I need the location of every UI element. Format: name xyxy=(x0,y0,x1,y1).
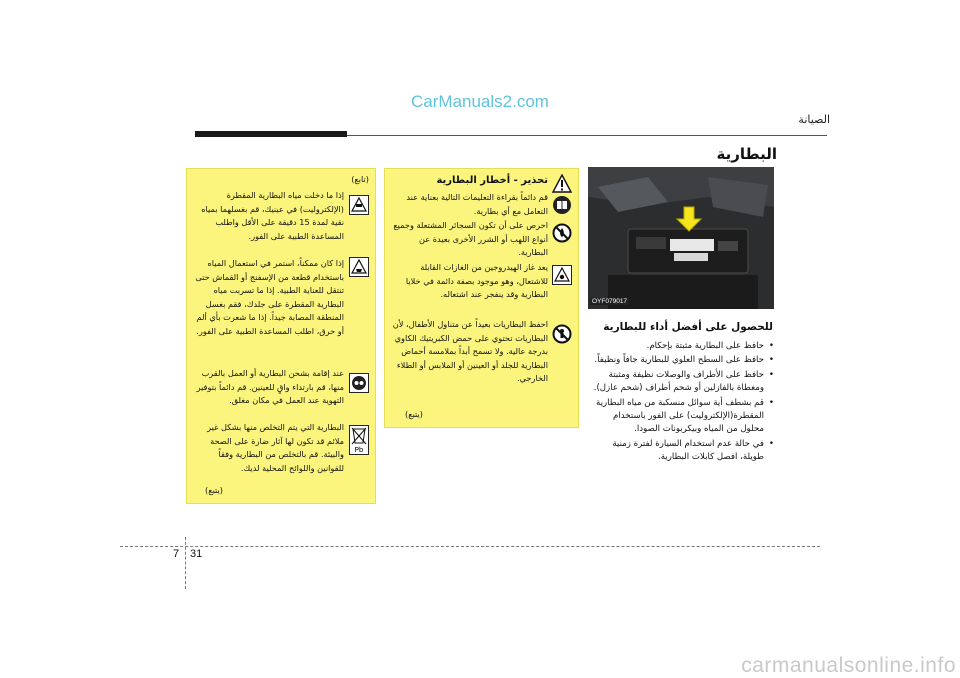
section-title: البطارية xyxy=(716,145,777,163)
eye-protection-icon xyxy=(349,195,369,215)
caution-paragraph-2: إذا كان ممكناً، استمر في استعمال المياه باستخدام قطعة من الإسفنج أو القماش حتى تنتقل للعناية الطبية. إذا ما تسربت مياه البطارية المقطرة على جلدك، فقم بغسل المنطقة المصابة جيداً. إذا ما شعرت بأي ألم أو حرق، اطلب المساعدة الطبية على الفور. xyxy=(195,258,344,336)
caution-paragraph-3: عند إقامة بشحن البطارية أو العمل بالقرب منها، قم بارتداء واقٍ للعينين. قم دائماً بتوفير التهوية عند العمل في مكان مغلق. xyxy=(196,368,344,406)
warning-paragraph-2: احرص على أن تكون السجائر المشتعلة وجميع أنواع اللهب أو الشرر الأخرى بعيدة عن البطارية. xyxy=(393,220,548,258)
watermark-top: CarManuals2.com xyxy=(411,92,549,111)
battery-disposal-icon xyxy=(349,425,369,455)
list-item: • حافظ على السطح العلوي للبطارية جافاً ونظيفاً. xyxy=(588,354,774,367)
acid-warning-icon xyxy=(349,257,369,277)
watermark-bottom: carmanualsonline.info xyxy=(741,654,956,677)
caution-continued-top: (تابع) xyxy=(351,174,369,184)
chapter-title: الصيانة xyxy=(798,113,830,126)
warning-paragraph-4: احفظ البطاريات بعيداً عن متناول الأطفال، لأن البطاريات تحتوي على حمض الكبريتيك الكاوي بدرجة عالية. ولا تسمح أبداً بملامسة أحماض البطارية للجلد أو العينين أو الملابس أو الطلاء الخارجي. xyxy=(392,319,548,384)
caution-box xyxy=(186,168,376,504)
list-item: • حافظ على الأطراف والوصلات نظيفة ومثبتة ومغطاة بالفازلين أو شحم أطراف (شحم عازل). xyxy=(593,369,774,394)
no-flame-icon xyxy=(552,223,572,243)
bullet-icon: • xyxy=(768,438,774,449)
bullet-icon: • xyxy=(768,355,774,366)
bullet-icon: • xyxy=(768,369,774,380)
header-bar xyxy=(195,131,347,137)
svg-text:Pb: Pb xyxy=(354,446,364,454)
warning-title: تحذير - أخطار البطارية xyxy=(436,175,548,186)
maintenance-heading: للحصول على أفضل أداء للبطارية xyxy=(603,321,773,333)
caution-paragraph-4: البطارية التي يتم التخلص منها بشكل غير ملائم قد تكون لها آثار ضارة على الصحة والبيئة. قم بالتخلص من البطارية وفقاً للقوانين واللوائح المحلية لديك. xyxy=(207,422,344,473)
list-item: • في حالة عدم استخدام السيارة لفترة زمنية طويلة، افصل كابلات البطارية. xyxy=(612,438,774,463)
caution-paragraph-1: إذا ما دخلت مياه البطارية المقطرة (الإلكتروليت) في عينيك، قم بغسلهما بمياه نقية لمدة 15 دقيقة على الأقل واطلب المساعدة الطبية على الفور. xyxy=(201,190,344,241)
warning-paragraph-3: يعد غاز الهيدروجين من الغازات القابلة للاشتعال، وهو موجود بصفة دائمة في خلايا البطارية وقد ينفجر عند اشتعاله. xyxy=(405,262,548,300)
list-item: • حافظ على البطارية مثبتة بإحكام. xyxy=(588,340,774,353)
page-divider xyxy=(185,537,186,589)
caution-continued-bottom: (يتبع) xyxy=(205,485,223,495)
list-item: • قم بشطف أية سوائل منسكبة من مياه البطارية المقطرة(الإلكتروليت) على الفور باستخدام محلول من المياه وبيكربونات الصودا. xyxy=(596,397,774,435)
header-line xyxy=(347,135,827,136)
bullet-icon: • xyxy=(768,341,774,351)
page-number: 31 xyxy=(190,548,203,560)
warning-paragraph-1: قم دائماً بقراءة التعليمات التالية بعناية عند التعامل مع أي بطارية. xyxy=(406,192,548,216)
read-manual-icon xyxy=(552,195,572,215)
maintenance-list xyxy=(588,340,774,466)
bullet-icon: • xyxy=(768,397,774,408)
page-chapter: 7 xyxy=(173,548,180,560)
footer-line xyxy=(120,546,820,547)
keep-from-children-icon xyxy=(552,324,572,344)
goggles-icon xyxy=(349,373,369,393)
explosion-hazard-icon xyxy=(552,265,572,285)
photo-code: OYF079017 xyxy=(592,298,628,305)
battery-photo xyxy=(588,167,774,309)
warning-box xyxy=(384,168,579,428)
warning-continued: (يتبع) xyxy=(405,409,423,419)
